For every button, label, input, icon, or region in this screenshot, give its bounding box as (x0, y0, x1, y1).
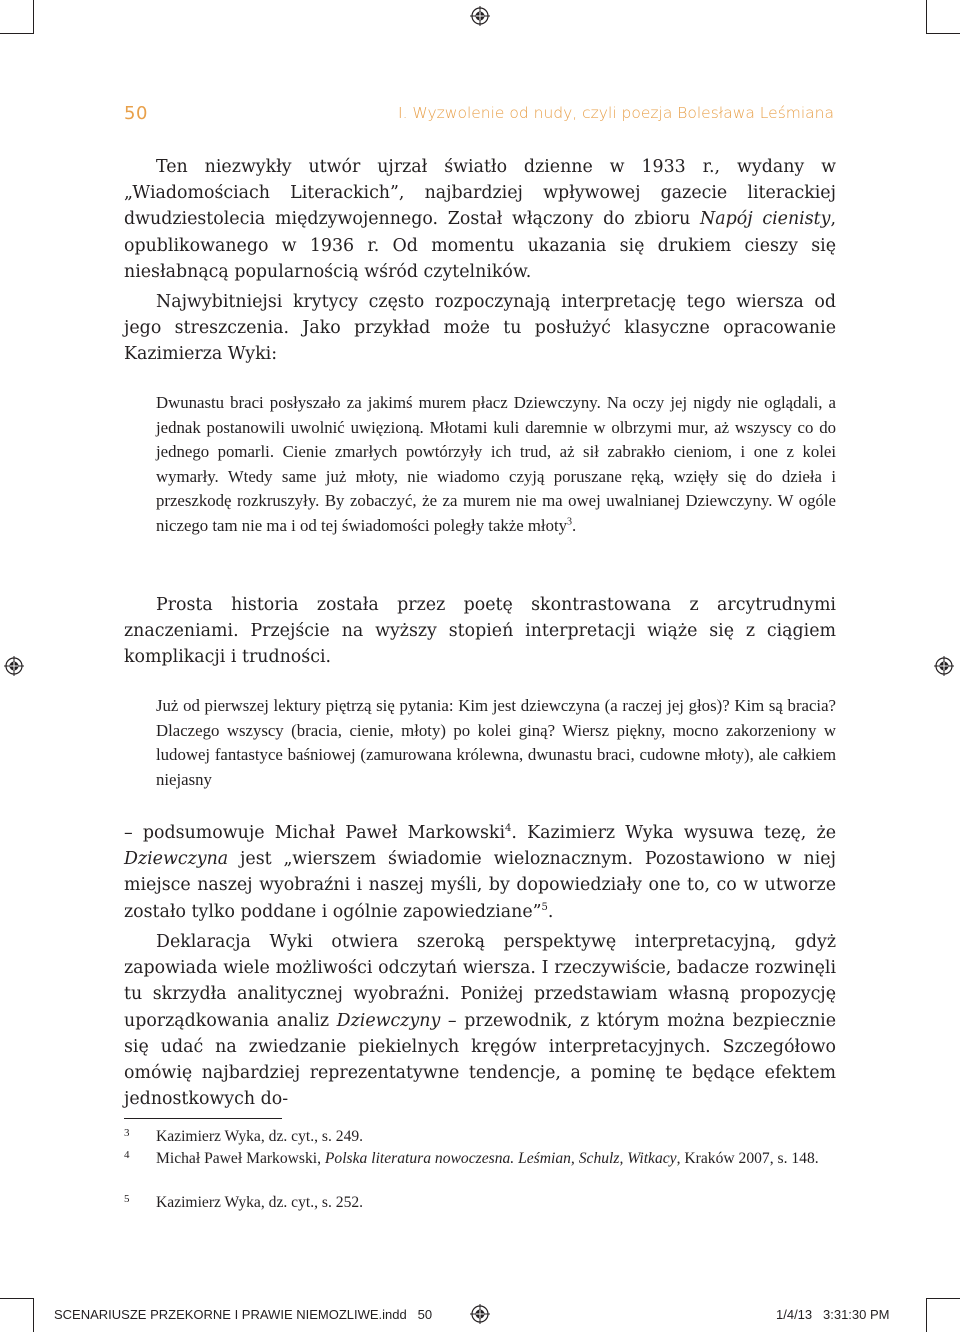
slug-file: SCENARIUSZE PRZEKORNE I PRAWIE NIEMOZLIWE.indd 50 (54, 1307, 433, 1322)
footnote-number: 3 (124, 1127, 130, 1139)
crop-mark (926, 33, 960, 34)
crop-mark (0, 1298, 34, 1299)
paragraph-markowski: – podsumowuje Michał Paweł Markowski$^4$. Kazimierz Wyka wysuwa tezę, że Dziewczyna jest „wierszem świadomie wieloznacznym. Pozostawiono w niej miejsce naszej wyobraźni i naszej myśli, by dopowiedziały one to, co w utworze zostało tylko poddane i ogólnie zapowiedziane”$^5$. (124, 823, 836, 922)
running-title: I. Wyzwolenie od nudy, czyli poezja Bolesława Leśmiana (398, 104, 834, 122)
footnote-text: Kazimierz Wyka, dz. cyt., s. 249. (156, 1128, 364, 1145)
paragraph-contrast: Prosta historia została przez poetę skontrastowana z arcytrudnymi znaczeniami. Przejście na wyższy stopień interpretacji wiąże się z ciągiem komplikacji i trudności. (124, 595, 836, 668)
footnote-text: Michał Paweł Markowski, Polska literatura nowoczesna. Leśmian, Schulz, Witkacy, Kraków 2007, s. 148. (156, 1150, 819, 1167)
crop-mark (926, 1298, 960, 1299)
crop-mark (926, 1298, 927, 1332)
paragraph-declaration: Deklaracja Wyki otwiera szeroką perspektywę interpretacyjną, gdyż zapowiada wiele możliwości odczytań wiersza. I rzeczywiście, badacze rozwinęli tu skrzydła analitycznej wyobraźni. Poniżej przedstawiam własną propozycję uporządkowania analiz Dziewczyny – przewodnik, z którym można bezpiecznie się udać na zwiedzanie piekielnych kręgów interpretacyjnych. Szczegółowo omówię najbardziej reprezentatywne tendencje, a pominę te będące efektem jednostkowych do- (124, 932, 837, 1110)
footnote (124, 1192, 836, 1214)
page-number: 50 (124, 103, 148, 124)
footnote-text: Kazimierz Wyka, dz. cyt., s. 252. (156, 1194, 364, 1211)
registration-mark-icon (934, 656, 954, 676)
footnote-divider (124, 1118, 282, 1119)
registration-mark-icon (470, 6, 490, 26)
paragraph-intro: Ten niezwykły utwór ujrzał światło dzienne w 1933 r., wydany w „Wiadomościach Literackich”, najbardziej wpływowej gazecie literackiej dwudziestolecia międzywojennego. Został włączony do zbioru Napój cienisty, opublikowanego w 1936 r. Od momentu ukazania się drukiem cieszy się niesłabnącą popularnością wśród czytelników. (124, 157, 837, 282)
footnote (124, 1126, 836, 1148)
registration-mark-icon (4, 656, 24, 676)
crop-mark (0, 33, 34, 34)
registration-mark-icon (470, 1304, 490, 1324)
crop-mark (33, 1298, 34, 1332)
crop-mark (33, 0, 34, 34)
block-quote-wyka: Dwunastu braci posłyszało za jakimś murem płacz Dziewczyny. Na oczy jej nigdy nie oglądali, a jednak postanowili uwolnić uwięzioną. Młotami kuli daremnie w olbrzymi mur, aż wszyscy co do jednego pomarli. Cienie zmarłych powtórzyły ich trud, aż sił zabrakło cieniom, i one z kolei wymarły. Wtedy same już młoty, nie wiadomo czyją poruszane ręką, wzięły się do dzieła i przeszkodę rozkruszyły. By zobaczyć, że za murem nie ma owej uwalnianej Dziewczyny. W ogóle niczego tam nie ma i od tej świadomości poległy także młoty$^3$. (156, 393, 836, 535)
footnote-number: 4 (124, 1149, 130, 1161)
paragraph-critics: Najwybitniejsi krytycy często rozpoczynają interpretację tego wiersza od jego streszczenia. Jako przykład może tu posłużyć klasyczne opracowanie Kazimierza Wyki: (124, 292, 836, 365)
crop-mark (926, 0, 927, 34)
footnote-number: 5 (124, 1193, 130, 1205)
block-quote-markowski: Już od pierwszej lektury piętrzą się pytania: Kim jest dziewczyna (a raczej jej głos)? Kim są bracia? Dlaczego wszyscy (bracia, cienie, młoty) po kolei giną? Wiersz piękny, mocno zakorzeniony w ludowej fantastyce baśniowej (zamurowana królewna, dwunastu braci, cudowne młoty), ale całkiem niejasny (156, 696, 836, 789)
footnote (124, 1148, 836, 1170)
slug-timestamp: 1/4/13 3:31:30 PM (776, 1307, 890, 1322)
slug-page: 50 (417, 1307, 433, 1322)
